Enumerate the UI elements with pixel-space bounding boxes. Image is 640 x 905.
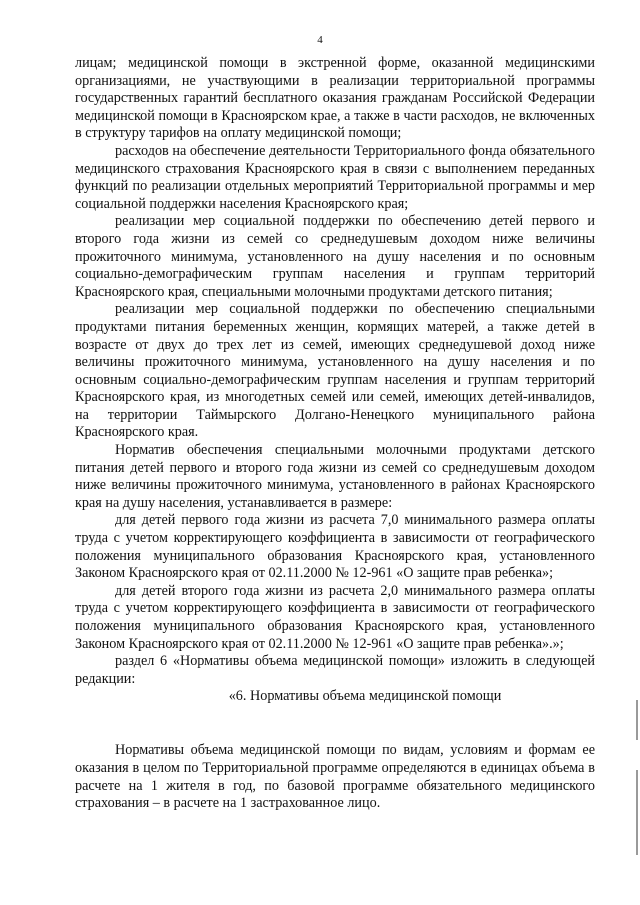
document-body [75, 55, 595, 813]
paragraph-special-nutrition-support: реализации мер социальной поддержки по обеспечению специальными продуктами питания беременных женщин, кормящих матерей, а также детей в возрасте от двух до трех лет из семей, имеющих среднедушевой доход ниже величины прожиточного минимума, установленного на душу населения и по основным социально-демографическим группам населения и группам территорий Красноярского края, из многодетных семей или семей, имеющих детей-инвалидов, на территории Таймырского Долгано-Ненецкого муниципального района Красноярского края. [75, 301, 595, 441]
paragraph-fund-expenses: расходов на обеспечение деятельности Территориального фонда обязательного медицинского страхования Красноярского края в связи с выполнением переданных функций по реализации отдельных мероприятий Территориальной программы и мер социальной поддержки населения Красноярского края; [75, 142, 595, 212]
paragraph-first-year-children: для детей первого года жизни из расчета 7,0 минимального размера оплаты труда с учетом корректирующего коэффициента в зависимости от географического положения муниципального образования Красноярского края, установленного Законом Красноярского края от 02.11.2000 № 12-961 «О защите прав ребенка»; [75, 512, 595, 582]
paragraph-continuation: лицам; медицинской помощи в экстренной форме, оказанной медицинскими организациями, не участвующими в реализации территориальной программы государственных гарантий бесплатного оказания гражданам Российской Федерации медицинской помощи в Красноярском крае, а также в части расходов, не включенных в структуру тарифов на оплату медицинской помощи; [75, 55, 595, 142]
section-heading: «6. Нормативы объема медицинской помощи [228, 688, 502, 705]
paragraph-second-year-children: для детей второго года жизни из расчета 2,0 минимального размера оплаты труда с учетом корректирующего коэффициента в зависимости от географического положения муниципального образования Красноярского края, установленного Законом Красноярского края от 02.11.2000 № 12-961 «О защите прав ребенка».»; [75, 582, 595, 652]
paragraph-dairy-norm: Норматив обеспечения специальными молочными продуктами детского питания детей первого и второго года жизни из семей со среднедушевым доходом ниже величины прожиточного минимума, установленного в районах Красноярского края на душу населения, устанавливается в размере: [75, 442, 595, 511]
paragraph-dairy-products-support: реализации мер социальной поддержки по обеспечению детей первого и второго года жизни из семей со среднедушевым доходом ниже величины прожиточного минимума, установленного на душу населения и по основным социально-демографическим группам населения и группам территорий Красноярского края, специальными молочными продуктами детского питания; [75, 213, 595, 300]
paragraph-volume-norms: Нормативы объема медицинской помощи по видам, условиям и формам ее оказания в целом по Территориальной программе определяются в единицах объема в расчете на 1 жителя в год, по базовой программе обязательного медицинского страхования – в расчете на 1 застрахованное лицо. [75, 742, 595, 812]
scan-edge-mark [636, 770, 638, 855]
paragraph-section-6-amendment: раздел 6 «Нормативы объема медицинской помощи» изложить в следующей редакции: [75, 653, 595, 687]
scan-edge-mark [636, 700, 638, 740]
page-number: 4 [317, 34, 323, 46]
